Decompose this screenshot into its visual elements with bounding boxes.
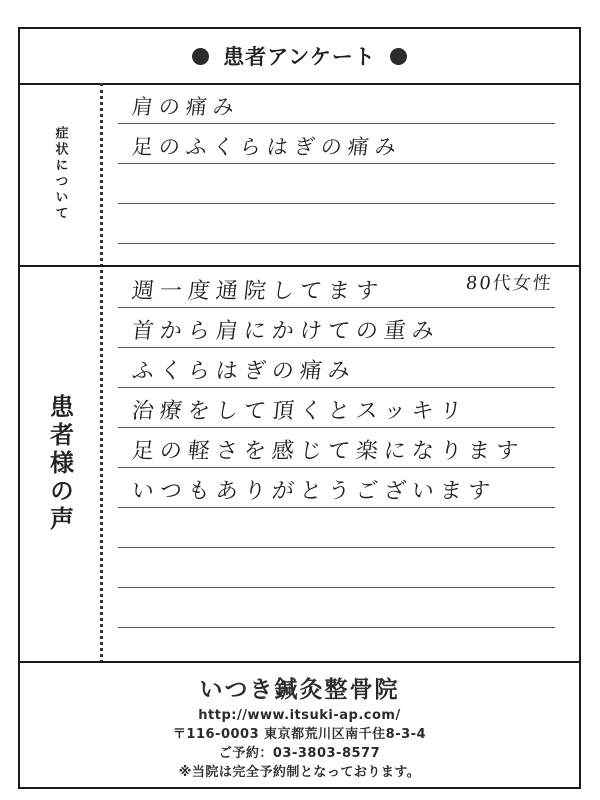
voice-label: 患者様の声 (45, 394, 74, 534)
voice-section (20, 267, 579, 663)
ruled-line (118, 123, 555, 164)
survey-title: 患者アンケート (223, 45, 376, 69)
ruled-line (118, 467, 555, 508)
survey-card (18, 27, 581, 789)
ruled-line (118, 203, 555, 244)
patient-info: 80代女性 (464, 273, 554, 294)
ruled-line (118, 547, 555, 588)
ruled-line (118, 347, 555, 388)
ruled-line (118, 83, 555, 124)
ruled-line (118, 587, 555, 628)
bullet-dot-icon (192, 48, 209, 65)
voice-text: いつもありがとうございます (130, 479, 498, 504)
ruled-line (118, 427, 555, 468)
voice-text: 首から肩にかけての重み (130, 319, 442, 344)
voice-text: ふくらはぎの痛み (130, 359, 358, 384)
ruled-line (118, 163, 555, 204)
title-row (20, 29, 579, 85)
ruled-line (118, 387, 555, 428)
reservation-note: ※当院は完全予約制となっております。 (178, 765, 421, 780)
ruled-line (118, 507, 555, 548)
voice-text: 週一度通院してます (130, 279, 386, 304)
symptom-text: 足のふくらはぎの痛み (130, 135, 404, 159)
clinic-address: 〒116-0003 東京都荒川区南千住8-3-4 (172, 727, 427, 742)
clinic-phone: ご予約：03-3803-8577 (218, 746, 381, 761)
ruled-line (118, 307, 555, 348)
ruled-line (118, 267, 555, 308)
symptoms-side-label (20, 83, 100, 265)
voice-side-label (20, 267, 100, 661)
voice-text: 治療をして頂くとスッキリ (130, 399, 469, 424)
symptom-text: 肩の痛み (130, 95, 242, 119)
clinic-url: http://www.itsuki-ap.com/ (198, 708, 401, 723)
voice-text: 足の軽さを感じて楽になります (130, 439, 526, 464)
symptoms-label: 症状について (52, 126, 68, 222)
bullet-dot-icon (390, 48, 407, 65)
symptoms-lines (118, 83, 555, 267)
voice-lines (118, 267, 555, 663)
clinic-footer (20, 663, 579, 789)
clinic-name: いつき鍼灸整骨院 (199, 677, 400, 703)
